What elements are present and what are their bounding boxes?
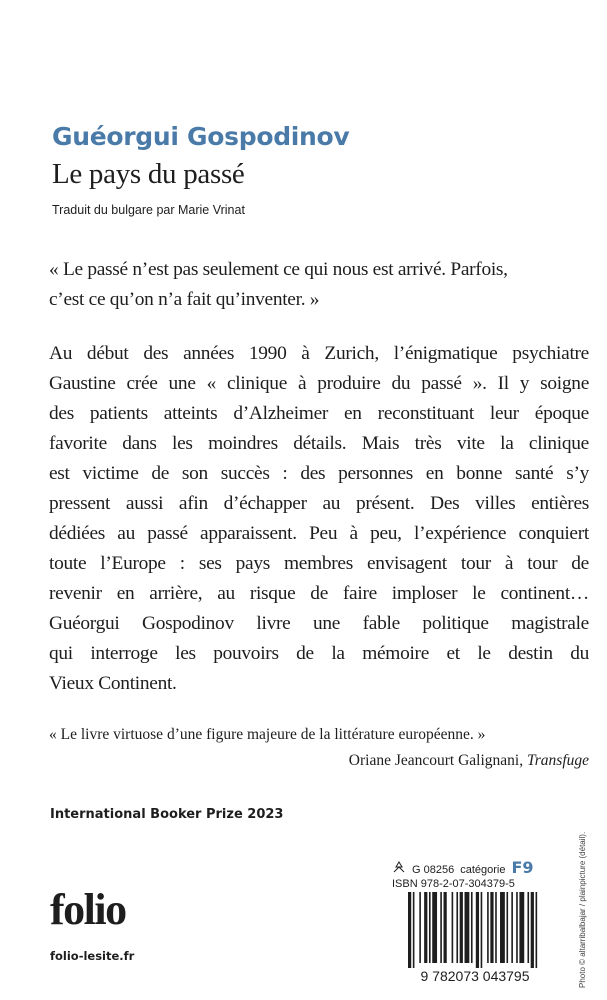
- barcode-bar: [471, 892, 473, 963]
- epigraph-line: « Le passé n’est pas seulement ce qui nous est arrivé. Parfois,: [49, 259, 508, 280]
- photo-credit: Photo © altarribalbajar / plainpicture (détail).: [578, 831, 587, 988]
- summary-line: toute l’Europe : ses pays membres envisagent tour à tour de: [49, 553, 589, 574]
- barcode-bar: [432, 892, 437, 963]
- barcode-bar: [465, 892, 470, 963]
- prize-label: International Booker Prize 2023: [50, 807, 284, 822]
- barcode-bar: [456, 892, 458, 963]
- barcode-bar: [527, 892, 529, 963]
- category-label: catégorie: [460, 864, 506, 876]
- barcode-bar: [511, 892, 513, 963]
- summary-line: des patients atteints d’Alzheimer en reconstituant leur époque: [49, 403, 589, 424]
- summary-line: dédiées au passé apparaissent. Peu à peu, l’expérience conquiert: [49, 523, 589, 544]
- translator-credit: Traduit du bulgare par Marie Vrinat: [52, 203, 245, 217]
- summary-line: Au début des années 1990 à Zurich, l’énigmatique psychiatre: [49, 343, 589, 364]
- review-quote: « Le livre virtuose d’une figure majeure de la littérature européenne. »: [49, 726, 486, 743]
- summary-line: favorite dans les moindres détails. Mais très vite la clinique: [49, 433, 589, 454]
- isbn: ISBN 978-2-07-304379-5: [392, 878, 515, 890]
- summary-line: Guéorgui Gospodinov livre une fable politique magistrale: [49, 613, 589, 634]
- barcode-bar: [424, 892, 427, 963]
- barcode-bar: [487, 892, 489, 963]
- barcode-bar: [429, 892, 431, 963]
- barcode-bar: [413, 892, 415, 968]
- barcode-bar: [490, 892, 493, 963]
- summary-line: est victime de son succès : des personnes en bonne santé s’y: [49, 463, 589, 484]
- barcode-digits: 9 782073 043795: [420, 968, 530, 984]
- catalog-info: [392, 858, 534, 877]
- summary-line: Gaustine crée une « clinique à produire du passé ». Il y soigne: [49, 373, 589, 394]
- summary-line: pressent aussi afin d’échapper au présent. Des villes entières: [49, 493, 589, 514]
- epigraph: [49, 255, 589, 315]
- summary-line: revenir en arrière, au risque de faire imploser le continent…: [49, 583, 589, 604]
- barcode-bar: [460, 892, 463, 963]
- summary-line: Vieux Continent.: [49, 673, 177, 694]
- epigraph-line: c’est ce qu’on n’a fait qu’inventer. »: [49, 289, 320, 310]
- barcode-bar: [444, 892, 447, 963]
- book-title: Le pays du passé: [52, 158, 245, 190]
- author-name: Guéorgui Gospodinov: [52, 122, 350, 151]
- category-code: F9: [511, 858, 534, 877]
- review-publication: Transfuge: [526, 752, 589, 769]
- barcode-bar: [440, 892, 442, 963]
- press-review: [49, 722, 589, 774]
- barcode-bar: [516, 892, 518, 963]
- folio-logo: folio: [50, 885, 126, 934]
- catalog-code: G 08256: [412, 864, 455, 876]
- publisher-website: folio-lesite.fr: [50, 949, 135, 963]
- barcode-bar: [481, 892, 483, 968]
- review-critic: Oriane Jeancourt Galignani,: [348, 752, 524, 769]
- barcode-bar: [531, 892, 534, 968]
- barcode-bar: [408, 892, 411, 968]
- barcode-bar: [536, 892, 538, 968]
- barcode-bar: [452, 892, 454, 963]
- barcode-bar: [495, 892, 497, 963]
- recycle-icon: [392, 861, 406, 873]
- barcode-bar: [519, 892, 524, 963]
- review-attribution: [49, 748, 589, 774]
- book-summary: [49, 339, 589, 699]
- barcode-bar: [500, 892, 505, 963]
- summary-line: qui interroge les pouvoirs de la mémoire et le destin du: [49, 643, 589, 664]
- barcode-bar: [506, 892, 508, 963]
- barcode-bar: [419, 892, 421, 963]
- barcode-bar: [476, 892, 479, 968]
- barcode: [400, 892, 550, 984]
